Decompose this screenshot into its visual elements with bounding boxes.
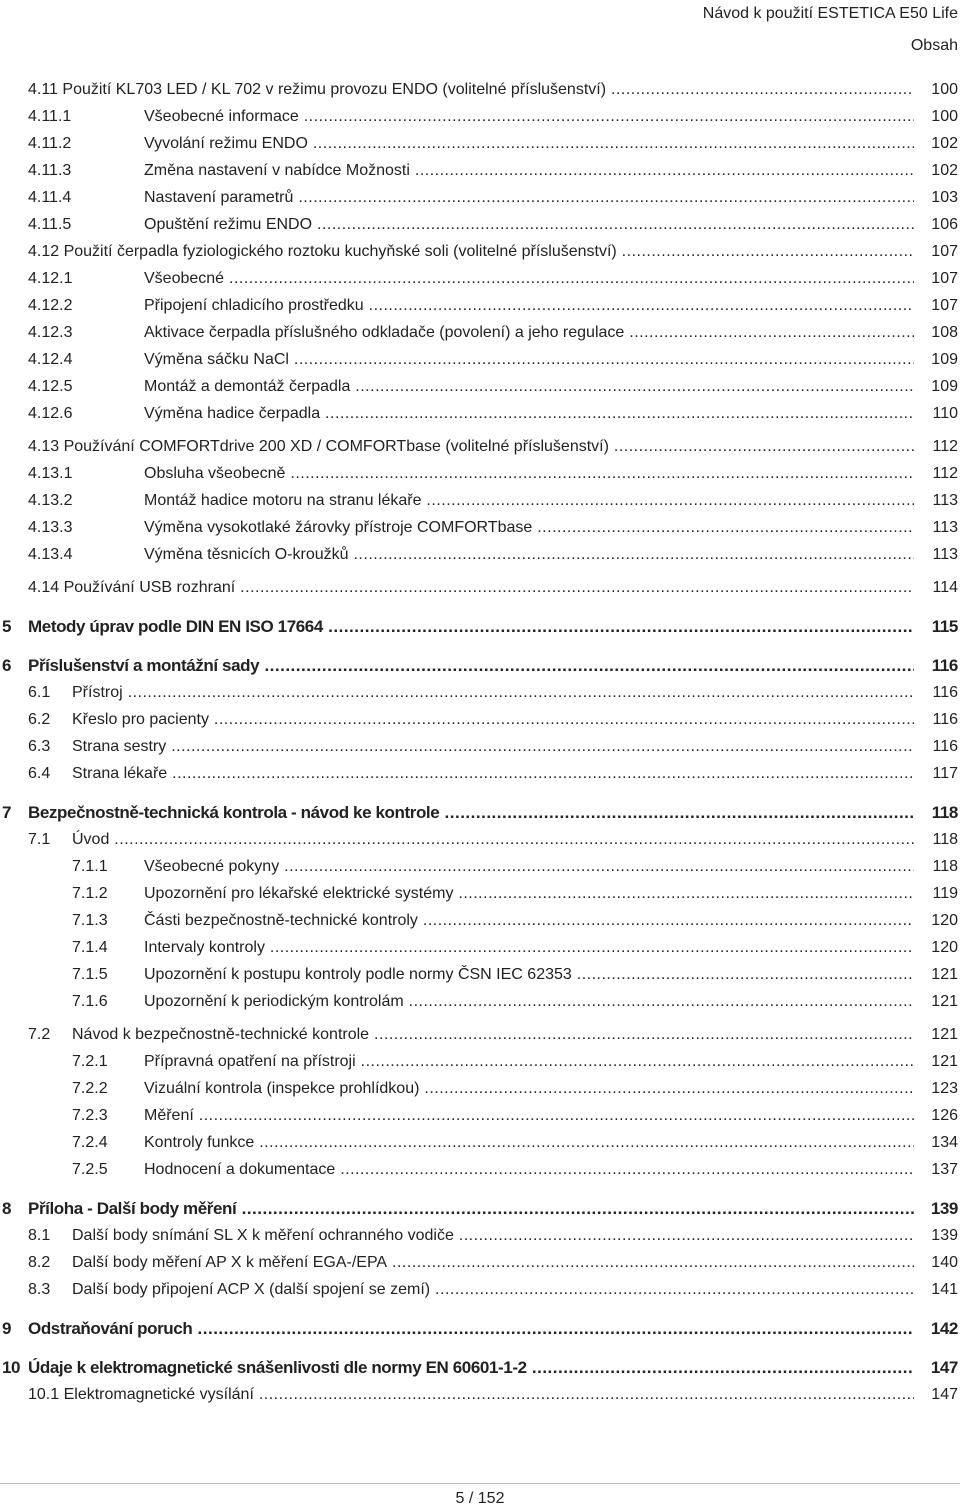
toc-entry-number: 4.13.2 [28,492,73,509]
toc-entry-number: 7.2 [28,1026,51,1043]
toc-entry-page: 139 [930,1199,958,1218]
toc-entry-page: 116 [932,738,958,755]
toc-entry-title: Příloha - Další body měření ..... [28,1199,914,1219]
toc-entry[interactable] [0,323,958,350]
toc-entry[interactable] [0,884,958,911]
toc-entry-title: Bezpečnostně-technická kontrola - návod ke kontrole ..... [28,803,914,823]
toc-entry-title: Výměna sáčku NaCl ..... [144,350,914,370]
toc-entry-number: 7.2.1 [72,1053,108,1070]
toc-entry-page: 120 [931,912,958,929]
toc-entry[interactable] [0,350,958,377]
toc-entry-page: 121 [931,966,958,983]
toc-entry-number: 8.3 [28,1281,51,1298]
toc-entry[interactable] [0,296,958,323]
toc-entry-title: Přístroj ..... [72,683,914,703]
toc-entry[interactable] [0,965,958,992]
toc-entry-title: Upozornění k periodickým kontrolám ..... [144,992,914,1012]
toc-entry-title: Výměna vysokotlaké žárovky přístroje COMFORTbase ..... [144,518,914,538]
toc-entry-page: 115 [931,617,958,636]
toc-entry-page: 113 [932,492,958,509]
toc-entry-title: 4.12 Použití čerpadla fyziologického roztoku kuchyňské soli (volitelné příslušenství) ..... [28,242,914,262]
toc-entry-title: Hodnocení a dokumentace ..... [144,1160,914,1180]
toc-entry-number: 7.2.5 [72,1161,108,1178]
toc-entry[interactable] [0,464,958,491]
toc-entry-page: 137 [931,1161,958,1178]
toc-entry-page: 113 [932,519,958,536]
toc-entry-page: 102 [931,162,958,179]
toc-entry[interactable] [0,737,958,764]
toc-entry-page: 110 [932,405,958,422]
toc-entry-number: 6.2 [28,711,51,728]
toc-entry-number: 4.12.3 [28,324,73,341]
toc-entry-page: 119 [932,885,958,902]
toc-entry-title: Upozornění k postupu kontroly podle normy ČSN IEC 62353 ..... [144,965,914,985]
toc-entry-number: 4.11.2 [28,135,72,152]
toc-entry-page: 107 [931,270,958,287]
toc-entry[interactable] [0,803,958,830]
toc-entry[interactable] [0,578,958,605]
toc-entry[interactable] [0,1385,958,1412]
toc-entry-title: 4.11 Použití KL703 LED / KL 702 v režimu provozu ENDO (volitelné příslušenství) ..... [28,80,914,100]
toc-entry[interactable] [0,764,958,791]
toc-entry-number: 7.1.1 [72,858,108,875]
toc-entry-page: 121 [931,993,958,1010]
toc-entry-title: Upozornění pro lékařské elektrické systémy ..... [144,884,914,904]
toc-entry-number: 8.2 [28,1254,51,1271]
toc-entry-title: 4.14 Používání USB rozhraní ..... [28,578,914,598]
toc-entry-number: 7.1.2 [72,885,108,902]
toc-entry-page: 100 [931,108,958,125]
toc-entry[interactable] [0,518,958,545]
toc-entry-title: Všeobecné informace ..... [144,107,914,127]
toc-entry[interactable] [0,80,958,107]
toc-entry-page: 118 [932,858,958,875]
toc-entry[interactable] [0,938,958,965]
toc-entry-title: Změna nastavení v nabídce Možnosti ..... [144,161,914,181]
manual-title: Návod k použití ESTETICA E50 Life [702,5,958,22]
toc-entry-title: Údaje k elektromagnetické snášenlivosti dle normy EN 60601-1-2 ..... [28,1358,914,1378]
toc-entry[interactable] [0,683,958,710]
toc-entry-number: 6 [2,656,12,675]
footer-divider [0,1483,960,1484]
toc-entry-title: Úvod ..... [72,830,914,850]
toc-entry-title: Kontroly funkce ..... [144,1133,914,1153]
toc-entry-title: Měření ..... [144,1106,914,1126]
toc-entry-page: 140 [931,1254,958,1271]
toc-entry[interactable] [0,437,958,464]
toc-entry-number: 8 [2,1199,12,1218]
toc-entry-title: Montáž hadice motoru na stranu lékaře ..... [144,491,914,511]
toc-entry-page: 109 [931,378,958,395]
toc-entry[interactable] [0,830,958,857]
toc-entry[interactable] [0,269,958,296]
toc-entry-title: Všeobecné pokyny ..... [144,857,914,877]
toc-entry[interactable] [0,1358,958,1385]
toc-entry-page: 121 [931,1053,958,1070]
toc-entry-page: 106 [931,216,958,233]
toc-entry-number: 8.1 [28,1227,51,1244]
toc-entry-page: 126 [931,1107,958,1124]
toc-entry-page: 141 [931,1281,958,1298]
toc-entry[interactable] [0,1079,958,1106]
toc-entry-title: Odstraňování poruch ..... [28,1319,914,1339]
toc-entry-page: 147 [930,1358,958,1377]
toc-entry-number: 4.11.1 [28,108,72,125]
toc-entry[interactable] [0,1199,958,1226]
toc-entry[interactable] [0,857,958,884]
toc-entry-title: Přípravná opatření na přístroji ..... [144,1052,914,1072]
toc-entry-number: 6.4 [28,765,51,782]
toc-entry-number: 4.13.1 [28,465,73,482]
toc-entry-title: Vyvolání režimu ENDO ..... [144,134,914,154]
toc-entry-number: 4.11.5 [28,216,72,233]
toc-entry-page: 116 [931,656,958,675]
table-of-contents [0,80,958,1412]
toc-entry[interactable] [0,1106,958,1133]
toc-entry-number: 4.11.3 [28,162,72,179]
toc-entry-page: 121 [931,1026,958,1043]
toc-entry-title: Další body snímání SL X k měření ochranného vodiče ..... [72,1226,914,1246]
toc-entry[interactable] [0,1253,958,1280]
toc-entry-number: 7.2.2 [72,1080,108,1097]
toc-entry-title: Části bezpečnostně-technické kontroly ..... [144,911,914,931]
toc-entry[interactable] [0,242,958,269]
toc-entry-page: 117 [932,765,958,782]
toc-entry-number: 7 [2,803,12,822]
toc-entry-number: 4.12.4 [28,351,73,368]
toc-entry-title: Aktivace čerpadla příslušného odkladače (povolení) a jeho regulace ..... [144,323,914,343]
toc-entry-title: Výměna těsnicích O-kroužků ..... [144,545,914,565]
toc-entry-page: 116 [932,684,958,701]
toc-entry-number: 4.12.5 [28,378,73,395]
toc-entry-title: Nastavení parametrů ..... [144,188,914,208]
toc-entry-title: Připojení chladicího prostředku ..... [144,296,914,316]
toc-entry-number: 7.1 [28,831,51,848]
toc-entry-number: 5 [2,617,12,636]
toc-entry-title: Křeslo pro pacienty ..... [72,710,914,730]
toc-entry-number: 9 [2,1319,12,1338]
toc-entry[interactable] [0,710,958,737]
toc-entry-number: 4.11.4 [28,189,72,206]
toc-entry-number: 7.2.4 [72,1134,108,1151]
toc-entry-page: 108 [931,324,958,341]
toc-entry[interactable] [0,1133,958,1160]
toc-entry-page: 107 [931,297,958,314]
toc-entry[interactable] [0,134,958,161]
toc-entry-title: 4.13 Používání COMFORTdrive 200 XD / COMFORTbase (volitelné příslušenství) ..... [28,437,914,457]
toc-entry-title: Další body měření AP X k měření EGA-/EPA ..... [72,1253,914,1273]
toc-entry-page: 118 [932,831,958,848]
toc-entry[interactable] [0,107,958,134]
toc-entry[interactable] [0,656,958,683]
toc-entry-number: 7.1.4 [72,939,108,956]
toc-entry-page: 139 [931,1227,958,1244]
toc-entry-title: Výměna hadice čerpadla ..... [144,404,914,424]
toc-entry-title: Opuštění režimu ENDO ..... [144,215,914,235]
toc-entry-title: Příslušenství a montážní sady ..... [28,656,914,676]
toc-entry[interactable] [0,1160,958,1187]
toc-entry[interactable] [0,1226,958,1253]
toc-entry[interactable] [0,161,958,188]
toc-entry-title: Návod k bezpečnostně-technické kontrole ..... [72,1025,914,1045]
toc-entry-title: 10.1 Elektromagnetické vysílání ..... [28,1385,914,1405]
toc-entry-page: 114 [932,579,958,596]
toc-entry-page: 120 [931,939,958,956]
toc-entry-number: 4.12.1 [28,270,73,287]
toc-entry-number: 7.1.3 [72,912,108,929]
toc-entry-number: 7.2.3 [72,1107,108,1124]
toc-entry[interactable] [0,215,958,242]
toc-entry-page: 103 [931,189,958,206]
toc-entry-page: 118 [931,803,958,822]
toc-entry-number: 6.3 [28,738,51,755]
toc-entry[interactable] [0,491,958,518]
toc-entry-title: Všeobecné ..... [144,269,914,289]
toc-entry-page: 109 [931,351,958,368]
toc-entry[interactable] [0,1052,958,1079]
toc-entry-title: Vizuální kontrola (inspekce prohlídkou) ..... [144,1079,914,1099]
toc-entry[interactable] [0,911,958,938]
page-counter: 5 / 152 [455,1490,505,1507]
toc-entry-page: 113 [932,546,958,563]
toc-entry[interactable] [0,1025,958,1052]
toc-entry-page: 100 [931,81,958,98]
toc-entry[interactable] [0,377,958,404]
toc-entry-title: Strana lékaře ..... [72,764,914,784]
toc-entry-number: 10 [2,1358,21,1377]
toc-entry-title: Intervaly kontroly ..... [144,938,914,958]
toc-entry-title: Strana sestry ..... [72,737,914,757]
toc-entry[interactable] [0,1319,958,1346]
toc-entry-page: 107 [931,243,958,260]
toc-entry-number: 4.13.4 [28,546,73,563]
toc-entry-page: 112 [932,465,958,482]
toc-entry-title: Metody úprav podle DIN EN ISO 17664 ..... [28,617,914,637]
toc-entry[interactable] [0,992,958,1019]
toc-entry-page: 142 [930,1319,958,1338]
section-title: Obsah [910,37,958,54]
toc-entry[interactable] [0,545,958,572]
toc-entry-number: 6.1 [28,684,51,701]
toc-entry-page: 102 [931,135,958,152]
toc-entry[interactable] [0,617,958,644]
toc-entry-title: Montáž a demontáž čerpadla ..... [144,377,914,397]
toc-entry-page: 116 [932,711,958,728]
toc-entry-page: 147 [931,1386,958,1403]
toc-entry-number: 4.12.2 [28,297,73,314]
toc-entry[interactable] [0,404,958,431]
toc-entry[interactable] [0,1280,958,1307]
toc-entry-number: 7.1.5 [72,966,108,983]
toc-entry-number: 7.1.6 [72,993,108,1010]
toc-entry-page: 134 [931,1134,958,1151]
toc-entry-number: 4.12.6 [28,405,73,422]
toc-entry-title: Obsluha všeobecně ..... [144,464,914,484]
toc-entry[interactable] [0,188,958,215]
toc-entry-page: 123 [931,1080,958,1097]
toc-entry-number: 4.13.3 [28,519,73,536]
toc-entry-page: 112 [932,438,958,455]
toc-entry-title: Další body připojení ACP X (další spojení se zemí) ..... [72,1280,914,1300]
